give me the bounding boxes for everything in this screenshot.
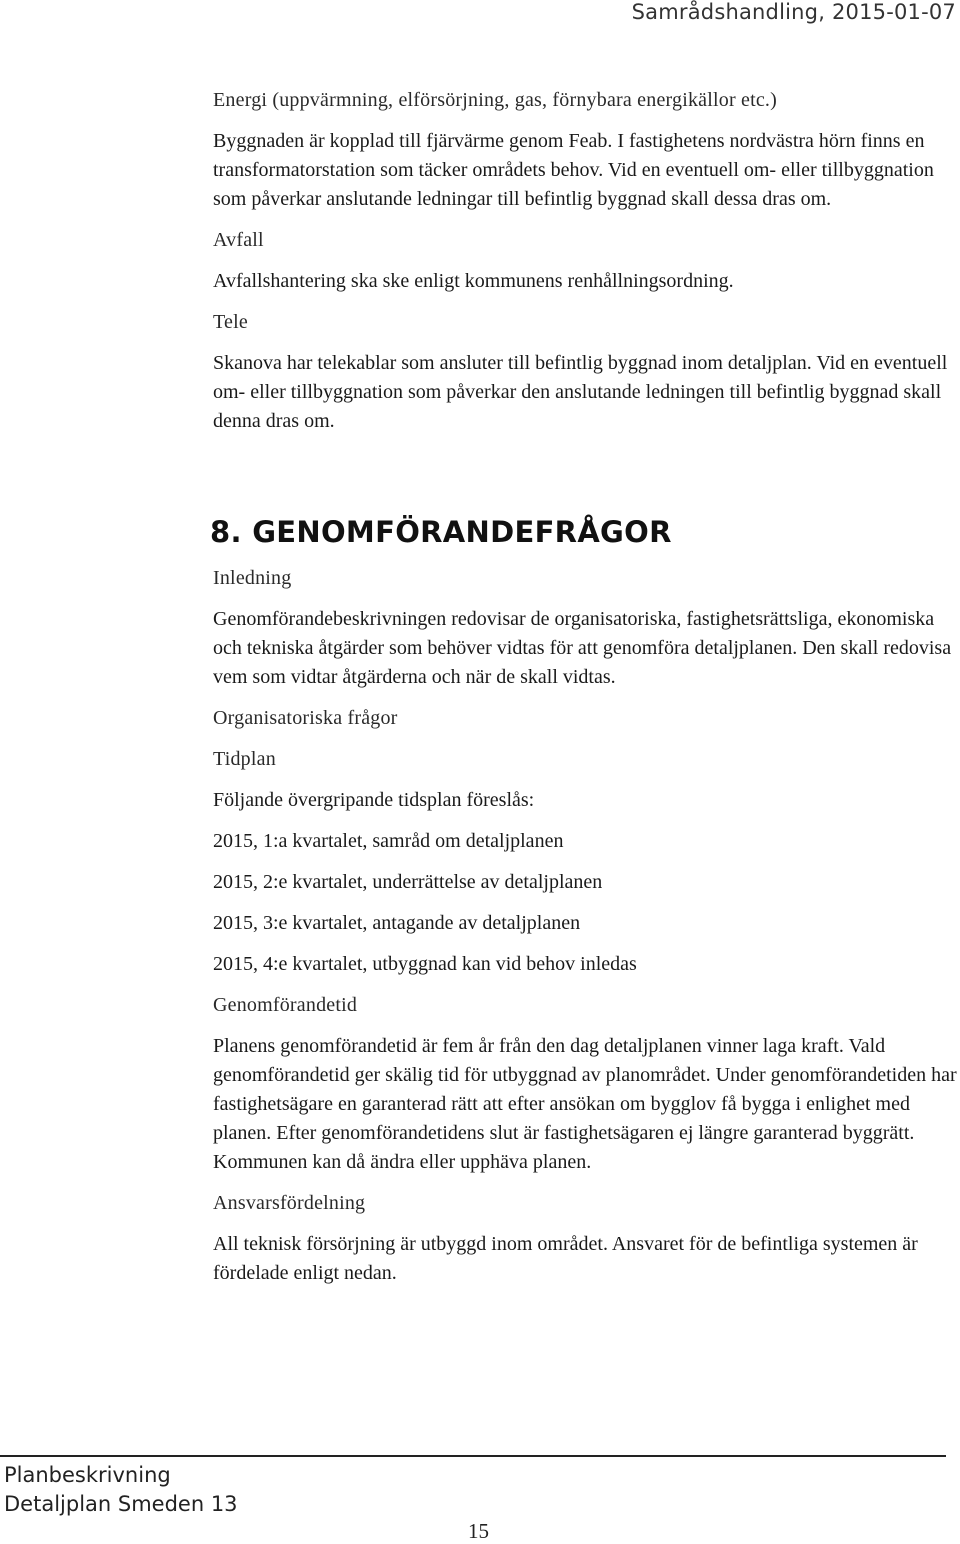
footer-document-type: Planbeskrivning <box>4 1463 171 1487</box>
organisational-label: Organisatoriska frågor <box>213 707 398 729</box>
footer-plan-name: Detaljplan Smeden 13 <box>4 1492 238 1516</box>
intro-label: Inledning <box>213 567 292 589</box>
section-heading: 8. GENOMFÖRANDEFRÅGOR <box>210 515 672 549</box>
intro-text: Genomförandebeskrivningen redovisar de organisatoriska, fastighetsrättsliga, ekonomiska och tekniska åtgärder som behöver vidtas för att genomföra detaljplanen. Den skall redovisa vem som vidtar åtgärderna och när de skall vidtas. <box>213 608 952 688</box>
page-number: 15 <box>468 1519 489 1543</box>
energy-text: Byggnaden är kopplad till fjärvärme genom Feab. I fastighetens nordvästra hörn finns en transformatorstation som täcker områdets behov. Vid en eventuell om- eller tillbyggnation som påverkar anslutande ledningar till befintlig byggnad skall dessa dras om. <box>213 130 934 210</box>
document-header: Samrådshandling, 2015-01-07 <box>631 0 956 24</box>
page-content <box>210 86 958 1300</box>
footer-divider <box>0 1455 946 1457</box>
waste-label: Avfall <box>213 229 264 251</box>
timetable-item: 2015, 3:e kvartalet, antagande av detaljplanen <box>213 912 581 934</box>
energy-label: Energi (uppvärmning, elförsörjning, gas, förnybara energikällor etc.) <box>213 89 777 111</box>
waste-text: Avfallshantering ska ske enligt kommunens renhållningsordning. <box>213 270 734 292</box>
timetable-item: 2015, 4:e kvartalet, utbyggnad kan vid behov inledas <box>213 953 637 975</box>
timetable-item: 2015, 1:a kvartalet, samråd om detaljplanen <box>213 830 564 852</box>
implementation-time-label: Genomförandetid <box>213 994 358 1016</box>
responsibility-text: All teknisk försörjning är utbyggd inom området. Ansvaret för de befintliga systemen är fördelade enligt nedan. <box>213 1233 918 1284</box>
timetable-item: 2015, 2:e kvartalet, underrättelse av detaljplanen <box>213 871 603 893</box>
responsibility-label: Ansvarsfördelning <box>213 1192 366 1214</box>
timetable-label: Tidplan <box>213 748 276 770</box>
timetable-lead: Följande övergripande tidsplan föreslås: <box>213 789 535 811</box>
tele-text: Skanova har telekablar som ansluter till befintlig byggnad inom detaljplan. Vid en eventuell om- eller tillbyggnation som påverkar den anslutande ledningen till befintlig byggnad skall denna dras om. <box>213 352 948 432</box>
tele-label: Tele <box>213 311 248 333</box>
implementation-time-text: Planens genomförandetid är fem år från den dag detaljplanen vinner laga kraft. Vald genomförandetid ger skälig tid för utbyggnad av planområdet. Under genomförandetiden har fastighetsägare en garanterad rätt att efter ansökan om bygglov få bygga i enlighet med planen. Efter genomförandetidens slut är fastighetsägaren ej längre garanterad byggrätt. Kommunen kan då ändra eller upphäva planen. <box>213 1035 957 1173</box>
